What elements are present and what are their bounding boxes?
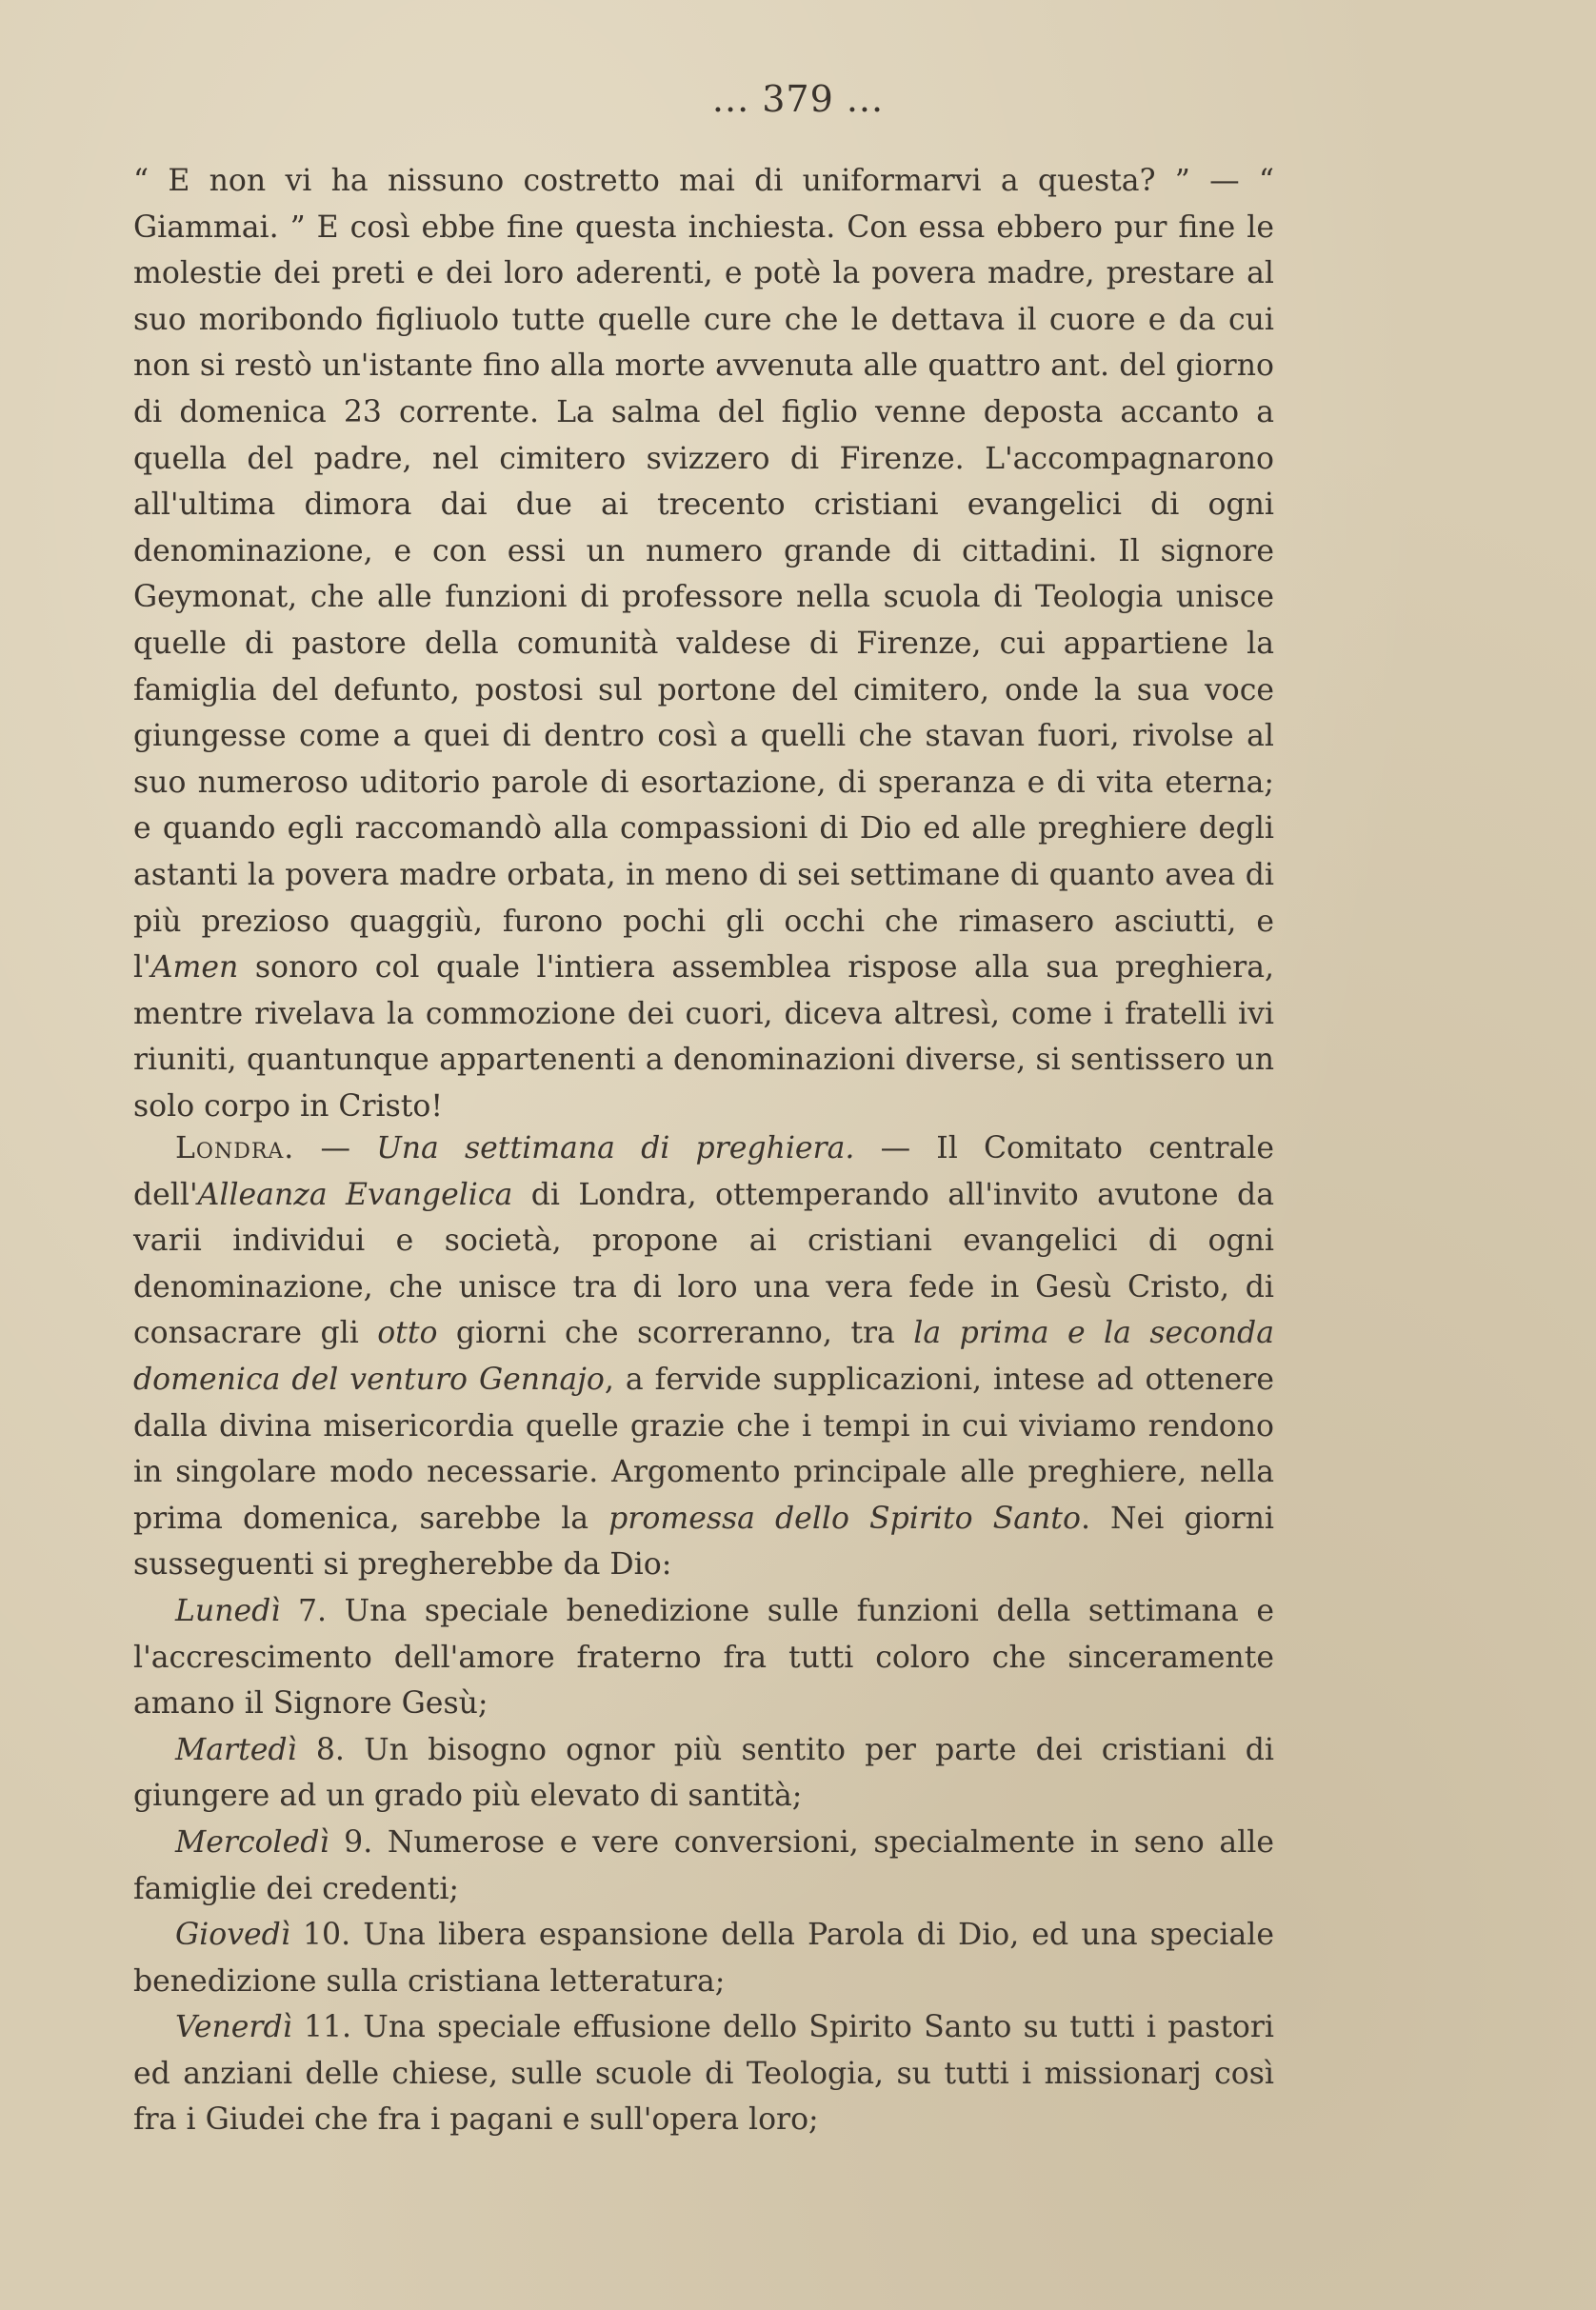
period-text: la prima e la seconda domenica del venturo Gennajo	[133, 1316, 1274, 1397]
day-item-mercoledi	[133, 1820, 1274, 1912]
otto-word: otto	[377, 1316, 438, 1351]
day-text: 11. Una speciale effusione dello Spirito Santo su tutti i pastori ed anziani delle chiese, sulle scuole di Teologia, su tutti i missionarj così fra i Giudei che fra i pagani e sull'opera loro;	[133, 2010, 1274, 2138]
place-name: Londra.	[175, 1131, 295, 1165]
section-londra	[133, 1125, 1274, 2143]
day-name: Martedì	[175, 1732, 297, 1767]
day-text: 7. Una speciale benedizione sulle funzioni della settimana e l'accrescimento dell'amore fraterno fra tutti coloro che sinceramente amano il Signore Gesù;	[133, 1593, 1274, 1722]
dash: —	[294, 1131, 377, 1165]
day-name: Mercoledì	[175, 1824, 329, 1860]
promise-text: promessa dello Spirito Santo	[608, 1501, 1081, 1536]
day-item-giovedi	[133, 1912, 1274, 2004]
paragraph-text	[133, 158, 1274, 1129]
page-number: ... 379 ...	[711, 78, 885, 120]
day-name: Giovedì	[175, 1918, 290, 1953]
intro-text: — Il Comitato centrale dell'	[133, 1131, 1274, 1212]
day-name: Venerdì	[175, 2010, 292, 2045]
day-item-lunedi	[133, 1588, 1274, 1727]
intro-body-4: . Nei giorni susseguenti si pregherebbe da Dio:	[133, 1501, 1274, 1583]
intro-body-1: di Londra, ottemperando all'invito avutone da varii individui e società, propone ai cristiani evangelici di ogni denominazione, che unisce tra di loro una vera fede in Gesù Cristo, di consacrare gli	[133, 1177, 1274, 1351]
day-name: Lunedì	[175, 1593, 281, 1628]
londra-intro	[133, 1125, 1274, 1588]
paragraph-firenze	[133, 158, 1274, 1129]
paragraph-body-end: sonoro col quale l'intiera assemblea rispose alla sua preghiera, mentre rivelava la commozione dei cuori, diceva altresì, come i fratelli ivi riuniti, quantunque appartenenti a denominazioni diverse, si sentissero un solo corpo in Cristo!	[133, 950, 1274, 1124]
day-text: 9. Numerose e vere conversioni, specialmente in seno alle famiglie dei credenti;	[133, 1824, 1274, 1906]
day-item-martedi	[133, 1727, 1274, 1820]
alliance-name: Alleanza Evangelica	[197, 1177, 513, 1212]
intro-body-2: giorni che scorreranno, tra	[437, 1316, 914, 1351]
paragraph-body: “ E non vi ha nissuno costretto mai di uniformarvi a questa? ” — “ Giammai. ” E così ebbe fine questa inchiesta. Con essa ebbero pur fine le molestie dei preti e dei loro aderenti, e potè la povera madre, prestare al suo moribondo figliuolo tutte quelle cure che le dettava il cuore e da cui non si restò un'istante fino alla morte avvenuta alle quattro ant. del giorno di domenica 23 corrente. La salma del figlio venne deposta accanto a quella del padre, nel cimitero svizzero di Firenze. L'accompagnarono all'ultima dimora dai due ai trecento cristiani evangelici di ogni denominazione, e con essi un numero grande di cittadini. Il signore Geymonat, che alle funzioni di professore nella scuola di Teologia unisce quelle di pastore della comunità valdese di Firenze, cui appartiene la famiglia del defunto, postosi sul portone del cimitero, onde la sua voce giungesse come a quei di dentro così a quelli che stavan fuori, rivolse al suo numeroso uditorio parole di esortazione, di speranza e di vita eterna; e quando egli raccomandò alla compassioni di Dio ed alle preghiere degli astanti la povera madre orbata, in meno di sei settimane di quanto avea di più prezioso quaggiù, furono pochi gli occhi che rimasero asciutti, e l'	[133, 164, 1274, 986]
section-heading: Una settimana di preghiera.	[376, 1131, 855, 1165]
amen-word: Amen	[150, 950, 239, 986]
day-text: 8. Un bisogno ognor più sentito per parte dei cristiani di giungere ad un grado più elevato di santità;	[133, 1732, 1274, 1814]
day-text: 10. Una libera espansione della Parola di Dio, ed una speciale benedizione sulla cristiana letteratura;	[133, 1918, 1274, 1999]
intro-body-3: , a fervide supplicazioni, intese ad ottenere dalla divina misericordia quelle grazie che i tempi in cui viviamo rendono in singolare modo necessarie. Argomento principale alle preghiere, nella prima domenica, sarebbe la	[133, 1362, 1274, 1536]
day-item-venerdi	[133, 2004, 1274, 2143]
